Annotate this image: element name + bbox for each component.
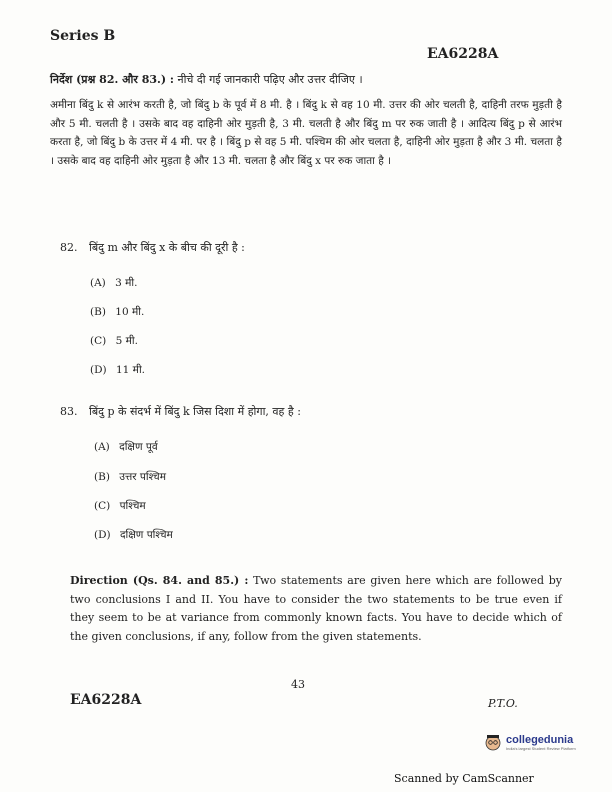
option-label: (C) [90, 335, 107, 347]
question-82 [60, 240, 245, 255]
scanner-watermark: Scanned by CamScanner [394, 772, 534, 785]
option-label: (B) [94, 471, 110, 483]
option-text: 11 मी. [115, 364, 146, 376]
option-83-b [94, 470, 166, 484]
series-label: Series B [50, 28, 116, 44]
question-number: 82. [60, 241, 78, 254]
direction-hindi [50, 72, 363, 87]
option-label: (A) [90, 277, 106, 289]
paper-code-bottom: EA6228A [70, 692, 142, 708]
question-text: बिंदु m और बिंदु x के बीच की दूरी है : [89, 241, 245, 254]
option-83-a [94, 440, 158, 454]
question-text: बिंदु p के संदर्भ में बिंदु k जिस दिशा में होगा, वह है : [89, 405, 301, 418]
paper-code-top: EA6228A [427, 46, 499, 62]
direction-hindi-text: नीचे दी गई जानकारी पढ़िए और उत्तर दीजिए । [177, 73, 363, 86]
option-82-b [90, 305, 144, 319]
question-83 [60, 404, 301, 419]
option-83-d [94, 528, 173, 542]
option-label: (B) [90, 306, 106, 318]
option-label: (D) [94, 529, 111, 541]
direction-hindi-label: निर्देश (प्रश्न 82. और 83.) : [50, 73, 174, 86]
option-82-c [90, 334, 138, 348]
option-text: पश्चिम [119, 500, 146, 512]
option-text: दक्षिण पश्चिम [119, 529, 173, 541]
option-text: उत्तर पश्चिम [119, 471, 166, 483]
option-83-c [94, 499, 146, 513]
collegedunia-logo [484, 733, 576, 751]
logo-mascot-icon [484, 733, 502, 751]
option-label: (A) [94, 441, 110, 453]
pto-label: P.T.O. [488, 697, 518, 710]
option-text: 5 मी. [115, 335, 138, 347]
option-82-d [90, 363, 145, 377]
page-number: 43 [291, 678, 305, 691]
option-text: 3 मी. [115, 277, 138, 289]
question-number: 83. [60, 405, 78, 418]
direction-english-text: Two statements are given here which are followed by two conclusions I and II. You have to consider the two statements to be true even if they seem to be at variance from commonly known facts. You have to decide which of the given conclusions, if any, follow from the given statements. [70, 574, 562, 643]
logo-text: collegedunia [506, 733, 574, 746]
option-text: 10 मी. [115, 306, 145, 318]
logo-tagline: India's largest Student Review Platform [506, 745, 576, 751]
passage: अमीना बिंदु k से आरंभ करती है, जो बिंदु b के पूर्व में 8 मी. है । बिंदु k से वह 10 मी. उत्तर की ओर चलती है, दाहिनी तरफ मुड़ती है और 5 मी. चलती है । उसके बाद वह दाहिनी ओर मुड़ती है, 3 मी. चलती है और बिंदु m पर रुक जाती है । आदित्य बिंदु p से आरंभ करता है, जो बिंदु b के उत्तर में 4 मी. पर है । बिंदु p से वह 5 मी. पश्चिम की ओर चलता है, दाहिनी ओर मुड़ता है और 3 मी. चलता है । उसके बाद वह दाहिनी ओर मुड़ता है और 13 मी. चलता है और बिंदु x पर रुक जाता है । [50, 99, 562, 167]
option-label: (D) [90, 364, 107, 376]
option-82-a [90, 276, 137, 290]
option-label: (C) [94, 500, 111, 512]
direction-english [70, 572, 562, 646]
option-text: दक्षिण पूर्व [119, 441, 158, 453]
direction-english-label: Direction (Qs. 84. and 85.) : [70, 574, 249, 587]
